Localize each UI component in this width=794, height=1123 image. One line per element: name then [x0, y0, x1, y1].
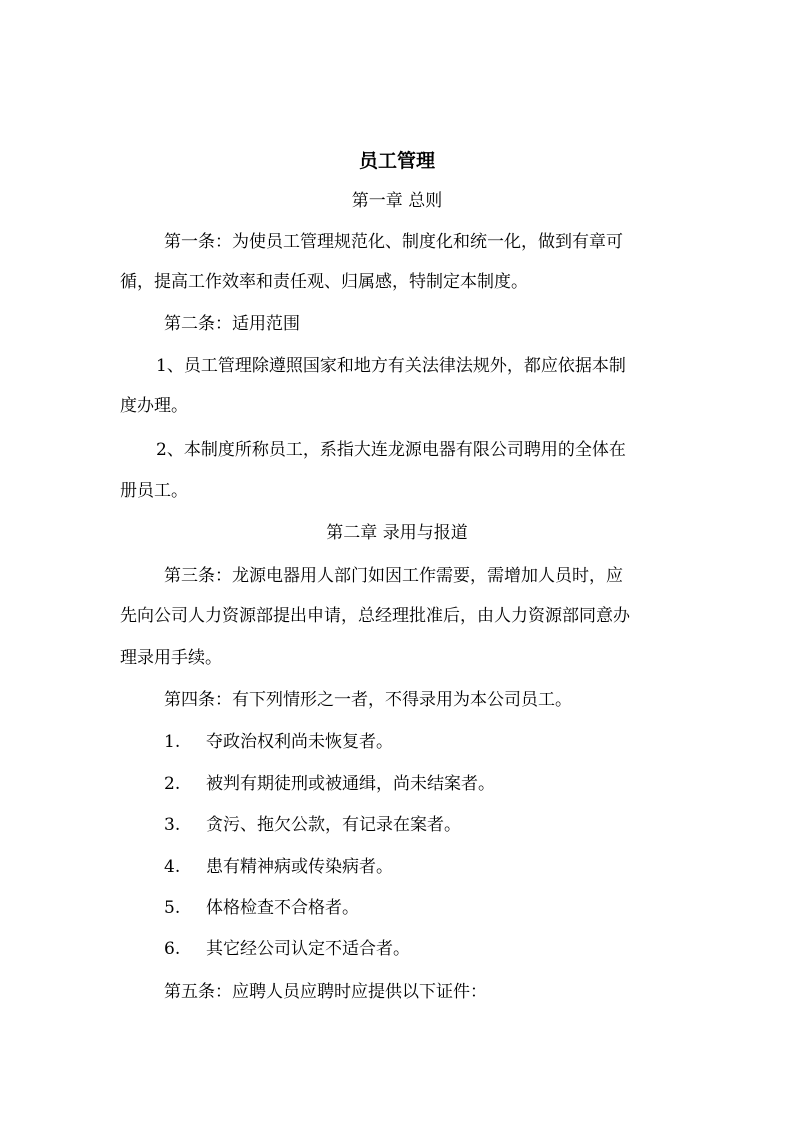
article-3-line-3: 理录用手续。 — [120, 648, 222, 668]
article-5-heading: 第五条：应聘人员应聘时应提供以下证件： — [164, 982, 487, 1002]
list-item-text: 被判有期徒刑或被通缉，尚未结案者。 — [206, 774, 495, 794]
list-item-number: 2. — [164, 774, 181, 794]
list-item-text: 贪污、拖欠公款，有记录在案者。 — [206, 815, 461, 835]
article-1-line-1: 第一条：为使员工管理规范化、制度化和统一化，做到有章可 — [164, 232, 623, 252]
list-item-number: 1. — [164, 732, 181, 752]
article-2-item-2-line-2: 册员工。 — [120, 481, 188, 501]
list-item-text: 夺政治权利尚未恢复者。 — [206, 732, 393, 752]
chapter-1-heading: 第一章 总则 — [351, 191, 443, 211]
article-2-heading: 第二条：适用范围 — [164, 314, 300, 334]
list-item-text: 其它经公司认定不适合者。 — [206, 939, 410, 959]
article-2-item-1-line-1: 1、员工管理除遵照国家和地方有关法律法规外，都应依据本制 — [156, 356, 626, 376]
chapter-2-heading: 第二章 录用与报道 — [326, 523, 468, 543]
list-item-text: 体格检查不合格者。 — [206, 898, 359, 918]
article-3-line-1: 第三条：龙源电器用人部门如因工作需要，需增加人员时，应 — [164, 566, 623, 586]
list-item-number: 5. — [164, 898, 181, 918]
article-3-line-2: 先向公司人力资源部提出申请，总经理批准后，由人力资源部同意办 — [120, 606, 630, 626]
article-4-heading: 第四条：有下列情形之一者，不得录用为本公司员工。 — [164, 690, 572, 710]
list-item-number: 4. — [164, 857, 181, 877]
article-1-line-2: 循，提高工作效率和责任观、归属感，特制定本制度。 — [120, 272, 528, 292]
article-2-item-2-line-1: 2、本制度所称员工，系指大连龙源电器有限公司聘用的全体在 — [156, 440, 626, 460]
list-item-number: 3. — [164, 815, 181, 835]
list-item-text: 患有精神病或传染病者。 — [206, 857, 393, 877]
document-title: 员工管理 — [358, 150, 435, 172]
list-item-number: 6. — [164, 939, 181, 959]
article-2-item-1-line-2: 度办理。 — [120, 396, 188, 416]
